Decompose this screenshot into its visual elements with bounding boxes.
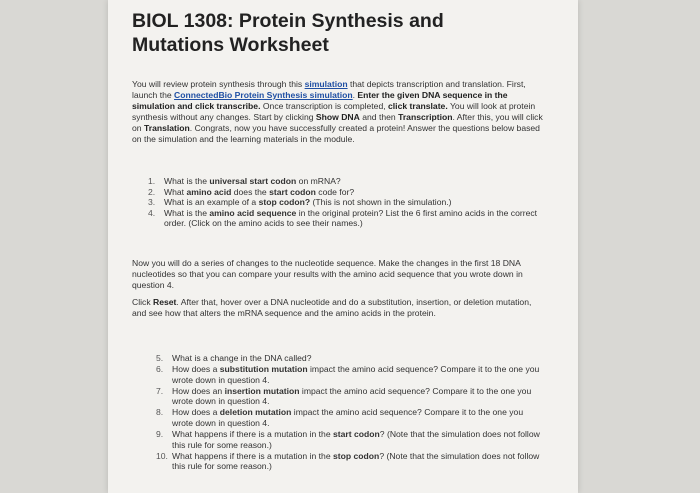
page-title [132,9,572,57]
question-list-1 [148,176,548,229]
question-number: 10. [156,450,168,461]
title-line-1: BIOL 1308: Protein Synthesis and [132,10,444,32]
reset-bold: Reset [153,297,177,307]
list-item [156,386,546,407]
question-text: does the [231,186,270,197]
reset-text: Click [132,297,154,307]
question-number: 6. [156,364,164,375]
question-bold: start codon [269,186,316,197]
question-text: What is the [164,176,210,186]
intro-bold: Show DNA [315,112,360,122]
intro-paragraph [132,79,547,145]
question-bold: amino acid sequence [209,207,297,218]
question-bold: deletion mutation [219,407,292,418]
list-item [156,407,546,428]
question-text: code for? [315,186,355,197]
question-number: 7. [156,385,164,396]
intro-bold: Enter the given DNA sequence in the simulation and click transcribe. [132,90,508,111]
intro-text: and then [359,112,399,122]
question-text: ? (Note that the simulation does not follow this rule for some reason.) [172,429,540,450]
simulation-link[interactable]: simulation [304,79,348,89]
question-text: How does an [172,385,225,396]
question-bold: stop codon? [258,197,311,208]
question-number: 3. [148,197,156,208]
intro-text: . After this, you will click on [132,112,543,133]
connectedbio-simulation-link[interactable]: ConnectedBio Protein Synthesis simulation [174,90,353,100]
question-list-2 [156,353,546,473]
list-item [148,208,548,229]
list-item [156,364,546,385]
intro-text: . [352,90,358,100]
question-bold: stop codon [333,450,380,461]
question-text: What is an example of a [164,197,259,208]
intro-text: that depicts transcription and translation. First, launch the [132,79,526,100]
question-text: impact the amino acid sequence? Compare it to the one you wrote down in question 4. [172,385,532,407]
intro-text: . Congrats, now you have successfully created a protein! Answer the questions below based on the simulation and the learning materials in the module. [132,123,540,144]
question-number: 5. [156,353,164,363]
question-number: 8. [156,407,164,418]
intro-bold: click translate. [388,101,448,111]
list-item [148,197,548,208]
question-bold: start codon [333,429,380,440]
question-bold: substitution mutation [219,364,308,375]
list-item [148,187,548,198]
question-bold: insertion mutation [224,385,300,396]
question-text: What is the [164,207,210,218]
question-number: 9. [156,429,164,440]
reset-text: . After that, hover over a DNA nucleotide and do a substitution, insertion, or deletion mutation, and see how that alters the mRNA sequence and the amino acids in the protein. [132,297,532,318]
list-item [148,176,548,187]
question-text: in the original protein? List the 6 first amino acids in the correct order. (Click on the amino acids to see their names.) [164,207,538,229]
question-text: What happens if there is a mutation in the [172,450,333,461]
title-line-2: Mutations Worksheet [132,34,329,56]
question-bold: universal start codon [209,176,297,186]
question-text: How does a [172,407,220,418]
question-bold: amino acid [186,186,232,197]
list-item [156,429,546,450]
question-text: on mRNA? [296,176,341,186]
intro-bold: Translation [143,123,190,133]
worksheet-page [108,0,578,493]
question-text: ? (Note that the simulation does not follow this rule for some reason.) [172,450,540,472]
question-text: What happens if there is a mutation in the [172,429,333,440]
question-text: What is a change in the DNA called? [172,353,312,363]
intro-text: You will review protein synthesis through this [132,79,305,89]
intro-text: Once transcription is completed, [260,101,389,111]
intro-bold: Transcription [398,112,453,122]
list-item [156,353,546,364]
intro-text: You will look at protein synthesis without any changes. Start by clicking [132,101,536,122]
question-text: impact the amino acid sequence? Compare it to the one you wrote down in question 4. [172,364,540,385]
question-number: 2. [148,186,156,197]
question-text: impact the amino acid sequence? Compare it to the one you wrote down in question 4. [172,407,524,429]
question-text: How does a [172,364,220,375]
reset-instructions-paragraph [132,297,547,319]
question-text: What [164,186,187,197]
mutation-instructions-paragraph: Now you will do a series of changes to the nucleotide sequence. Make the changes in the first 18 DNA nucleotides so that you can compare your results with the amino acid sequence that you wrote down in question 4. [132,258,523,290]
question-number: 1. [148,176,156,186]
question-text: (This is not shown in the simulation.) [310,197,452,208]
question-number: 4. [148,207,156,218]
list-item [156,451,546,472]
